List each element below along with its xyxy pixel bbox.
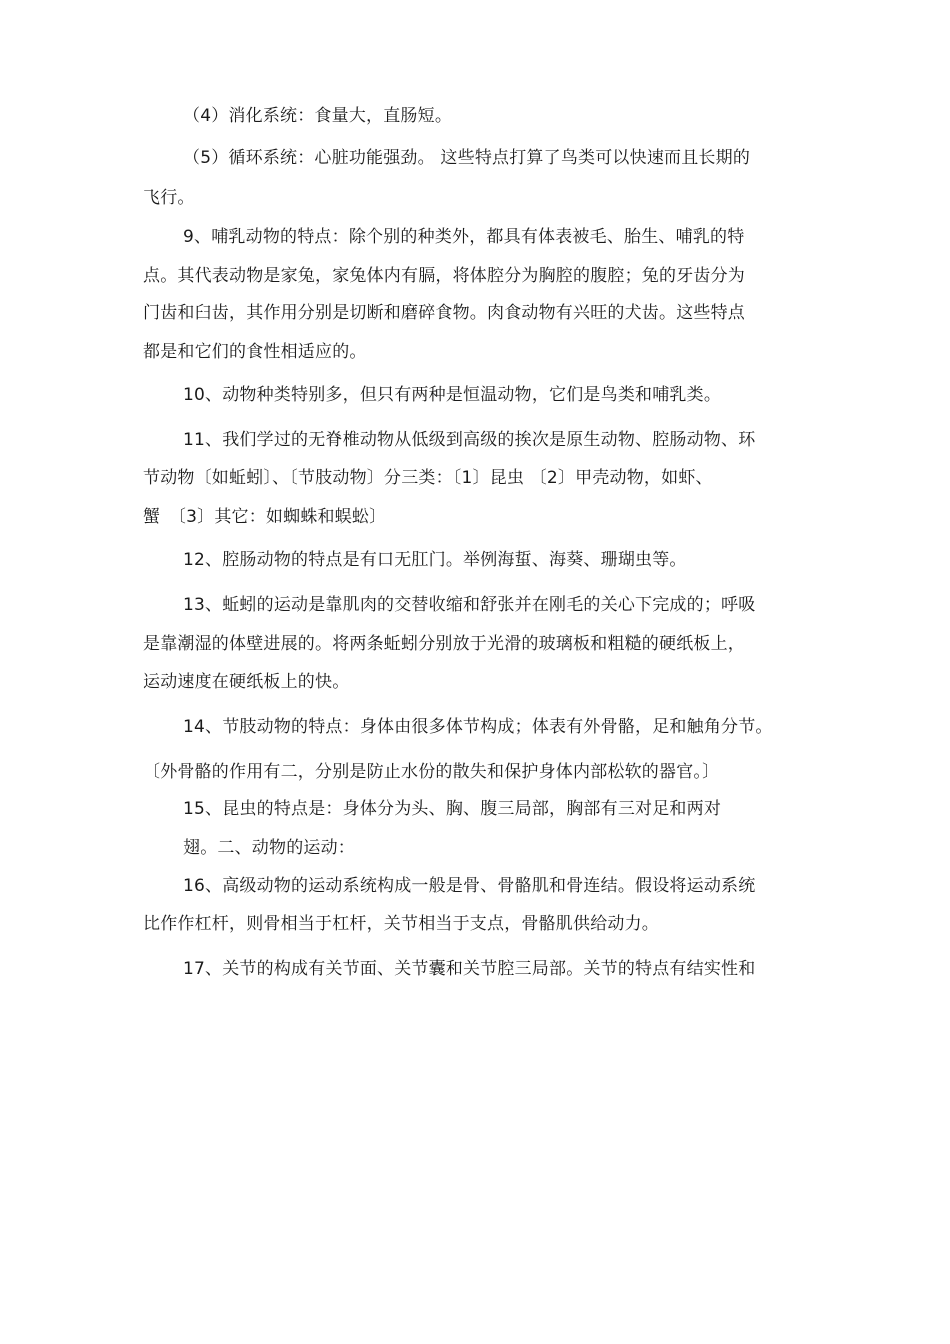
text-line: 节动物〔如蚯蚓〕、〔节肢动物〕分三类：〔1〕昆虫 〔2〕甲壳动物，如虾、	[143, 468, 713, 488]
text-line: 翅。二、动物的运动：	[183, 838, 355, 858]
text-line: 9、哺乳动物的特点：除个别的种类外，都具有体表被毛、胎生、哺乳的特	[183, 227, 745, 247]
text-line: （4）消化系统：食量大，直肠短。	[183, 106, 453, 126]
text-line: 14、节肢动物的特点：身体由很多体节构成；体表有外骨骼，足和触角分节。	[183, 717, 773, 737]
text-line: 蟹 〔3〕其它：如蜘蛛和蜈蚣〕	[143, 507, 387, 527]
text-line: 点。其代表动物是家兔，家兔体内有膈，将体腔分为胸腔的腹腔；兔的牙齿分为	[143, 266, 745, 286]
text-line: 12、腔肠动物的特点是有口无肛门。举例海蜇、海葵、珊瑚虫等。	[183, 550, 687, 570]
text-line: 13、蚯蚓的运动是靠肌肉的交替收缩和舒张并在刚毛的关心下完成的；呼吸	[183, 595, 756, 615]
text-line: （5）循环系统：心脏功能强劲。 这些特点打算了鸟类可以快速而且长期的	[183, 148, 751, 168]
text-line: 比作作杠杆，则骨相当于杠杆，关节相当于支点，骨骼肌供给动力。	[143, 914, 659, 934]
text-line: 门齿和臼齿，其作用分别是切断和磨碎食物。肉食动物有兴旺的犬齿。这些特点	[143, 303, 745, 323]
text-line: 飞行。	[143, 188, 195, 208]
text-line: 16、高级动物的运动系统构成一般是骨、骨骼肌和骨连结。假设将运动系统	[183, 876, 756, 896]
text-line: 是靠潮湿的体壁进展的。将两条蚯蚓分别放于光滑的玻璃板和粗糙的硬纸板上，	[143, 634, 745, 654]
text-line: 都是和它们的食性相适应的。	[143, 342, 367, 362]
text-line: 17、关节的构成有关节面、关节囊和关节腔三局部。关节的特点有结实性和	[183, 959, 756, 979]
text-line: 15、昆虫的特点是：身体分为头、胸、腹三局部，胸部有三对足和两对	[183, 799, 722, 819]
text-line: 11、我们学过的无脊椎动物从低级到高级的挨次是原生动物、腔肠动物、环	[183, 430, 756, 450]
text-line: 运动速度在硬纸板上的快。	[143, 672, 350, 692]
text-line: 〔外骨骼的作用有二，分别是防止水份的散失和保护身体内部松软的器官。〕	[143, 762, 720, 782]
text-line: 10、动物种类特别多，但只有两种是恒温动物，它们是鸟类和哺乳类。	[183, 385, 722, 405]
